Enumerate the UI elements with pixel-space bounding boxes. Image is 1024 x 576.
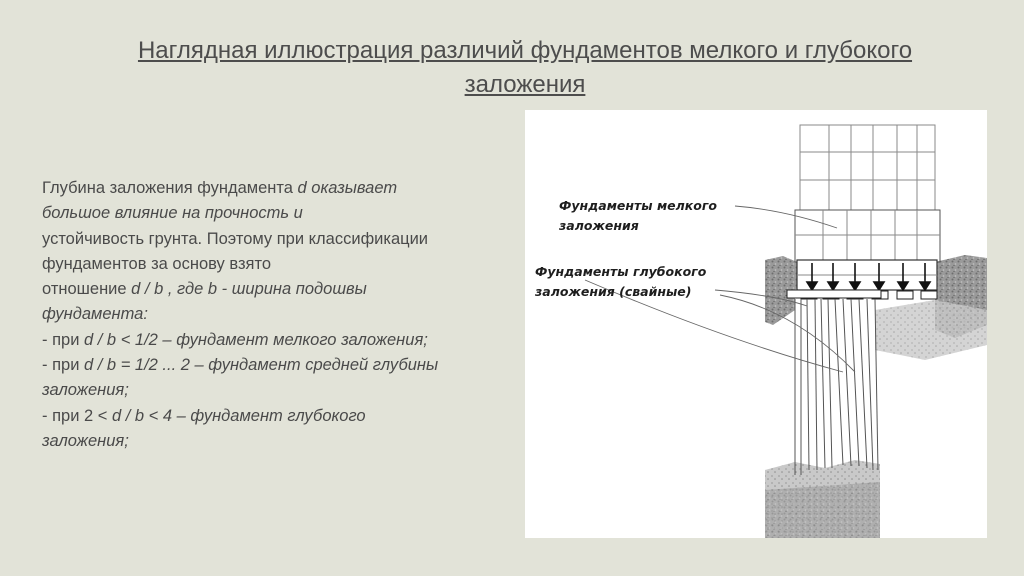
body-line <box>42 277 522 302</box>
slide-title-line-1: Наглядная иллюстрация различий фундаментов мелкого и глубокого <box>137 37 913 64</box>
slide-title <box>60 34 990 102</box>
body-line <box>42 302 522 327</box>
body-text-span: - при <box>42 330 84 349</box>
label-shallow-line-2: заложения <box>559 218 639 233</box>
body-line: фундаментов за основу взято <box>42 254 271 273</box>
body-line <box>42 176 522 201</box>
body-italic-span: фундамента: <box>42 305 148 324</box>
body-line <box>42 353 522 378</box>
body-italic-span: большое влияние на прочность и <box>42 204 303 223</box>
body-paragraph <box>42 176 522 454</box>
label-deep-line-2: заложения (свайные) <box>535 284 692 299</box>
pile-cap <box>787 290 881 298</box>
body-line <box>42 328 522 353</box>
body-line <box>42 404 522 429</box>
soil-lower-layer <box>765 460 880 538</box>
body-italic-span: d / b , где b - ширина подошвы <box>131 280 367 299</box>
body-italic-span: заложения; <box>42 381 129 400</box>
body-italic-span: d / b < 4 – фундамент глубокого <box>111 406 366 425</box>
foundation-illustration <box>525 110 987 538</box>
label-deep-line-1: Фундаменты глубокого <box>535 264 707 279</box>
slide-title-line-2: заложения <box>464 71 586 98</box>
body-line: устойчивость грунта. Поэтому при классификации <box>42 229 429 248</box>
label-shallow-line-1: Фундаменты мелкого <box>559 198 717 213</box>
body-line <box>42 201 522 226</box>
body-italic-span: заложения; <box>42 431 129 450</box>
body-text-span: Глубина заложения фундамента <box>42 179 298 197</box>
body-italic-span: d / b < 1/2 – фундамент мелкого заложения; <box>84 330 428 349</box>
body-line <box>42 378 522 403</box>
body-italic-span: d / b = 1/2 ... 2 – фундамент средней глубины <box>84 356 439 375</box>
body-text-span: отношение <box>42 280 132 299</box>
basement-block <box>797 260 937 290</box>
body-line <box>42 429 522 454</box>
foundation-drawing <box>525 110 987 538</box>
piles <box>795 299 878 475</box>
body-text-span: - при <box>42 356 84 375</box>
body-text-span: - при 2 < <box>42 406 112 425</box>
body-italic-span: d оказывает <box>297 179 398 197</box>
building-frame <box>795 125 940 262</box>
